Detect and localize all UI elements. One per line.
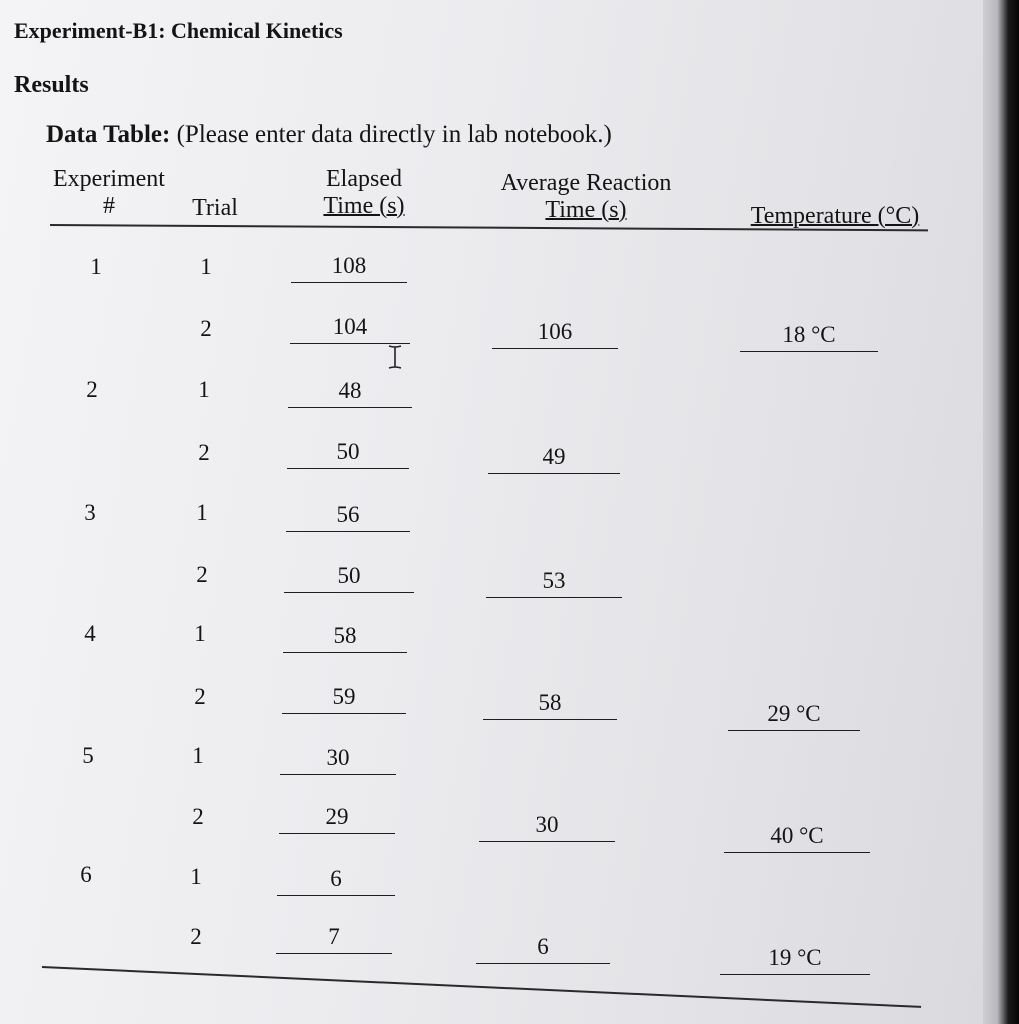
average-time-entry[interactable]: 58 [483, 689, 617, 720]
header-elapsed-line1: Elapsed [326, 166, 402, 192]
elapsed-time-entry[interactable]: 56 [286, 501, 410, 532]
average-time-entry[interactable]: 6 [476, 933, 610, 964]
average-time-entry[interactable]: 53 [486, 567, 622, 598]
elapsed-time-entry[interactable]: 6 [277, 865, 395, 896]
experiment-number: 6 [80, 862, 92, 887]
trial-number: 2 [190, 924, 202, 949]
trial-number: 1 [194, 621, 206, 646]
table-caption-note: (Please enter data directly in lab notebook.) [170, 121, 612, 148]
trial-number: 2 [198, 440, 210, 465]
experiment-number: 3 [84, 500, 96, 525]
trial-number: 2 [200, 316, 212, 341]
trial-number: 2 [192, 804, 204, 829]
section-heading: Results [14, 72, 89, 98]
temperature-entry[interactable]: 29 °C [728, 700, 860, 731]
trial-number: 2 [196, 562, 208, 587]
trial-number: 1 [198, 377, 210, 402]
header-experiment [50, 166, 168, 220]
header-average [482, 170, 690, 224]
elapsed-time-entry[interactable]: 50 [287, 438, 409, 469]
table-caption-label: Data Table: [46, 121, 171, 148]
text-cursor-icon [386, 344, 404, 370]
elapsed-time-entry[interactable]: 104 [290, 313, 410, 344]
monitor-bezel [983, 0, 1019, 1024]
elapsed-time-entry[interactable]: 58 [283, 622, 407, 653]
header-temperature [730, 203, 940, 230]
header-temperature-label: Temperature (°C) [750, 203, 920, 229]
trial-number: 1 [200, 254, 212, 279]
elapsed-time-entry[interactable]: 7 [276, 923, 392, 954]
trial-number: 1 [190, 864, 202, 889]
average-time-entry[interactable]: 49 [488, 443, 620, 474]
elapsed-time-entry[interactable]: 50 [284, 562, 414, 593]
header-experiment-line1: Experiment [53, 166, 165, 192]
average-time-entry[interactable]: 106 [492, 318, 618, 349]
header-elapsed [300, 166, 428, 220]
elapsed-time-entry[interactable]: 30 [280, 744, 396, 775]
trial-number: 1 [196, 500, 208, 525]
header-trial-label: Trial [192, 195, 238, 221]
header-trial [180, 195, 250, 222]
experiment-number: 5 [82, 743, 94, 768]
header-average-line2: Time (s) [545, 197, 627, 223]
header-average-line1: Average Reaction [500, 170, 672, 196]
experiment-number: 4 [84, 621, 96, 646]
experiment-number: 1 [90, 254, 102, 279]
trial-number: 1 [192, 743, 204, 768]
document-title: Experiment-B1: Chemical Kinetics [14, 18, 343, 43]
header-experiment-line2: # [103, 193, 115, 219]
elapsed-time-entry[interactable]: 48 [288, 377, 412, 408]
table-caption [46, 121, 612, 149]
trial-number: 2 [194, 684, 206, 709]
experiment-number: 2 [86, 377, 98, 402]
header-elapsed-line2: Time (s) [323, 193, 405, 219]
elapsed-time-entry[interactable]: 29 [279, 803, 395, 834]
elapsed-time-entry[interactable]: 108 [291, 252, 407, 283]
temperature-entry[interactable]: 18 °C [740, 321, 878, 352]
elapsed-time-entry[interactable]: 59 [282, 683, 406, 714]
temperature-entry[interactable]: 40 °C [724, 822, 870, 853]
temperature-entry[interactable]: 19 °C [720, 944, 870, 975]
average-time-entry[interactable]: 30 [479, 811, 615, 842]
